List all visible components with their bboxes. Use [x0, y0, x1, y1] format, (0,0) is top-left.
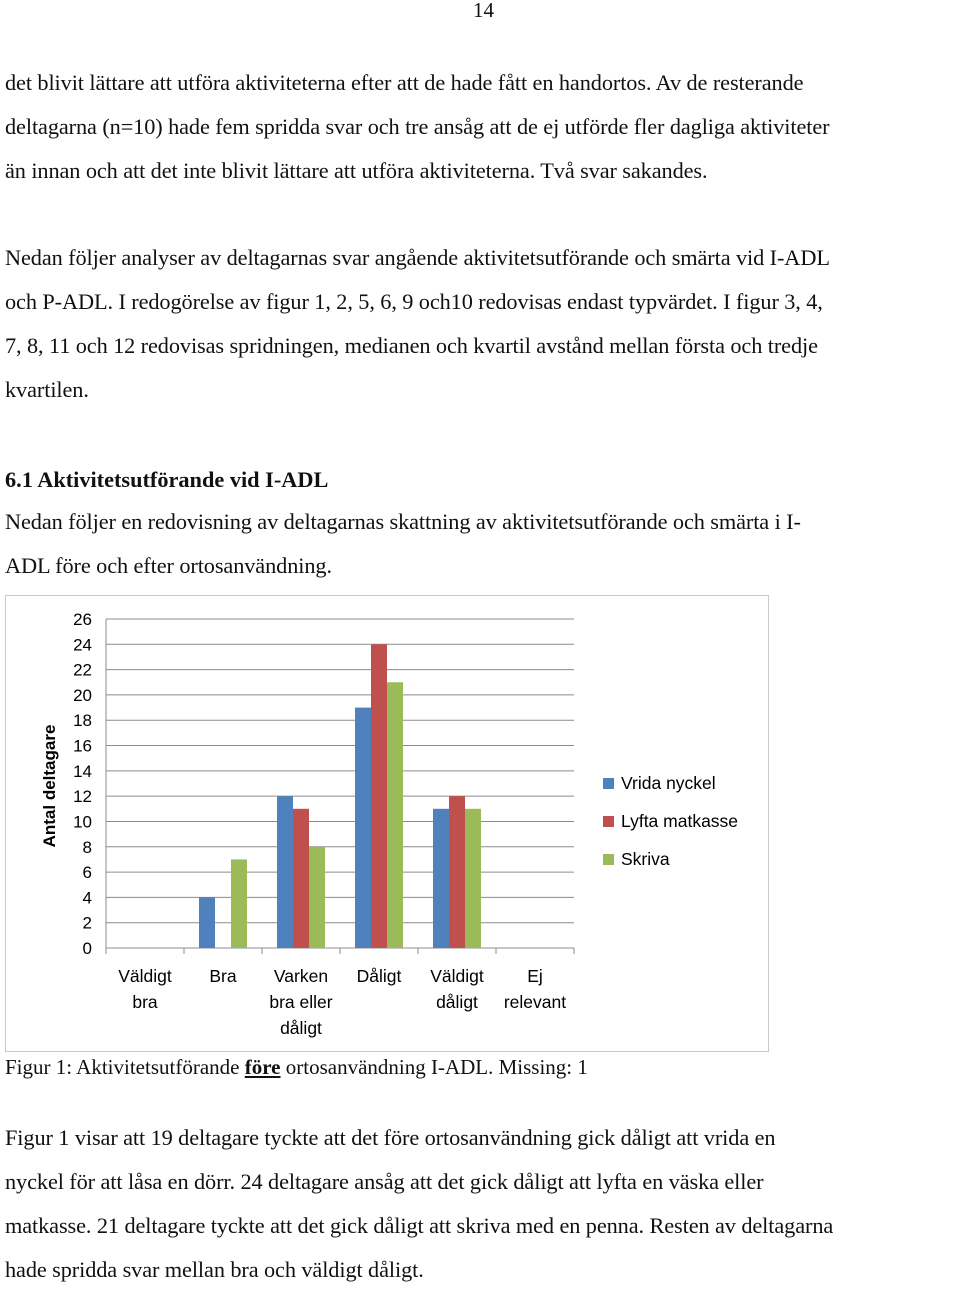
y-tick-label: 16: [73, 736, 92, 756]
text-line: 7, 8, 11 och 12 redovisas spridningen, medianen och kvartil avstånd mellan första och tredje: [5, 333, 818, 358]
y-tick-label: 26: [73, 610, 92, 629]
y-tick-label: 18: [73, 711, 92, 731]
bar-vrida-nyckel: [199, 897, 215, 948]
bar-vrida-nyckel: [433, 809, 449, 948]
bar-vrida-nyckel: [277, 796, 293, 948]
x-category-label: Ej: [527, 966, 543, 986]
text-line: än innan och att det inte blivit lättare att utföra aktiviteterna. Två svar sakandes.: [5, 158, 708, 183]
x-category-label: Dåligt: [356, 966, 402, 986]
caption-suffix: ortosanvändning I-ADL. Missing: 1: [280, 1055, 588, 1079]
text-line: hade spridda svar mellan bra och väldigt dåligt.: [5, 1257, 424, 1282]
text-line: nyckel för att låsa en dörr. 24 deltagare ansåg att det gick dåligt att lyfta en väska eller: [5, 1169, 764, 1194]
text-line: Figur 1 visar att 19 deltagare tyckte att det före ortosanvändning gick dåligt att vrida en: [5, 1125, 776, 1150]
bar-chart-svg: [6, 596, 770, 1053]
y-tick-label: 20: [73, 685, 92, 705]
section-heading: 6.1 Aktivitetsutförande vid I-ADL: [5, 467, 329, 492]
y-axis-title: Antal deltagare: [40, 724, 59, 848]
page-number: 14: [473, 0, 494, 22]
legend-label: Vrida nyckel: [621, 773, 716, 793]
paragraph-figure-discussion: [5, 1116, 960, 1292]
x-category-label: bra: [132, 992, 158, 1012]
bar-skriva: [309, 847, 325, 948]
legend-label: Lyfta matkasse: [621, 811, 739, 831]
y-tick-label: 22: [73, 660, 92, 680]
x-category-label: Väldigt: [118, 966, 172, 986]
paragraph-analysis-description: [5, 236, 960, 412]
paragraph-section-intro: [5, 500, 960, 588]
bar-lyfta-matkasse: [371, 644, 387, 948]
text-line: kvartilen.: [5, 377, 89, 402]
y-tick-label: 6: [82, 863, 92, 883]
figure-caption: [5, 1050, 588, 1084]
bar-skriva: [387, 682, 403, 948]
x-category-label: dåligt: [436, 992, 478, 1012]
caption-emphasis: före: [244, 1055, 281, 1079]
x-category-label: relevant: [503, 992, 567, 1012]
text-line: Nedan följer analyser av deltagarnas svar angående aktivitetsutförande och smärta vid I-ADL: [5, 245, 830, 270]
legend-label: Skriva: [621, 849, 670, 869]
text-line: ADL före och efter ortosanvändning.: [5, 553, 332, 578]
bar-lyfta-matkasse: [449, 796, 465, 948]
x-category-label: Varken: [273, 966, 329, 986]
text-line: deltagarna (n=10) hade fem spridda svar och tre ansåg att de ej utförde fler dagliga aktiviteter: [5, 114, 830, 139]
text-line: det blivit lättare att utföra aktiviteterna efter att de hade fått en handortos. Av de resterande: [5, 70, 804, 95]
legend-swatch: [603, 854, 614, 865]
y-tick-label: 14: [73, 761, 92, 781]
text-line: matkasse. 21 deltagare tyckte att det gick dåligt att skriva med en penna. Resten av deltagarna: [5, 1213, 834, 1238]
paragraph-intro: [5, 61, 960, 193]
x-category-label: Bra: [209, 966, 237, 986]
y-tick-label: 2: [82, 913, 92, 933]
y-tick-label: 8: [82, 837, 92, 857]
bar-vrida-nyckel: [355, 708, 371, 948]
caption-prefix: Figur 1: Aktivitetsutförande: [5, 1055, 245, 1079]
bar-lyfta-matkasse: [293, 809, 309, 948]
y-tick-label: 24: [73, 635, 92, 655]
text-line: och P-ADL. I redogörelse av figur 1, 2, 5, 6, 9 och10 redovisas endast typvärdet. I figur 3, 4,: [5, 289, 823, 314]
bar-skriva: [231, 859, 247, 948]
y-tick-label: 10: [73, 812, 92, 832]
x-category-label: Väldigt: [430, 966, 484, 986]
y-tick-label: 4: [82, 888, 92, 908]
y-tick-label: 12: [73, 787, 92, 807]
text-line: Nedan följer en redovisning av deltagarnas skattning av aktivitetsutförande och smärta i I-: [5, 509, 801, 534]
legend-swatch: [603, 816, 614, 827]
x-category-label: bra eller: [269, 992, 333, 1012]
bar-chart: [5, 595, 769, 1052]
y-tick-label: 0: [82, 939, 92, 958]
bar-skriva: [465, 809, 481, 948]
x-category-label: dåligt: [280, 1018, 322, 1038]
legend-swatch: [603, 778, 614, 789]
